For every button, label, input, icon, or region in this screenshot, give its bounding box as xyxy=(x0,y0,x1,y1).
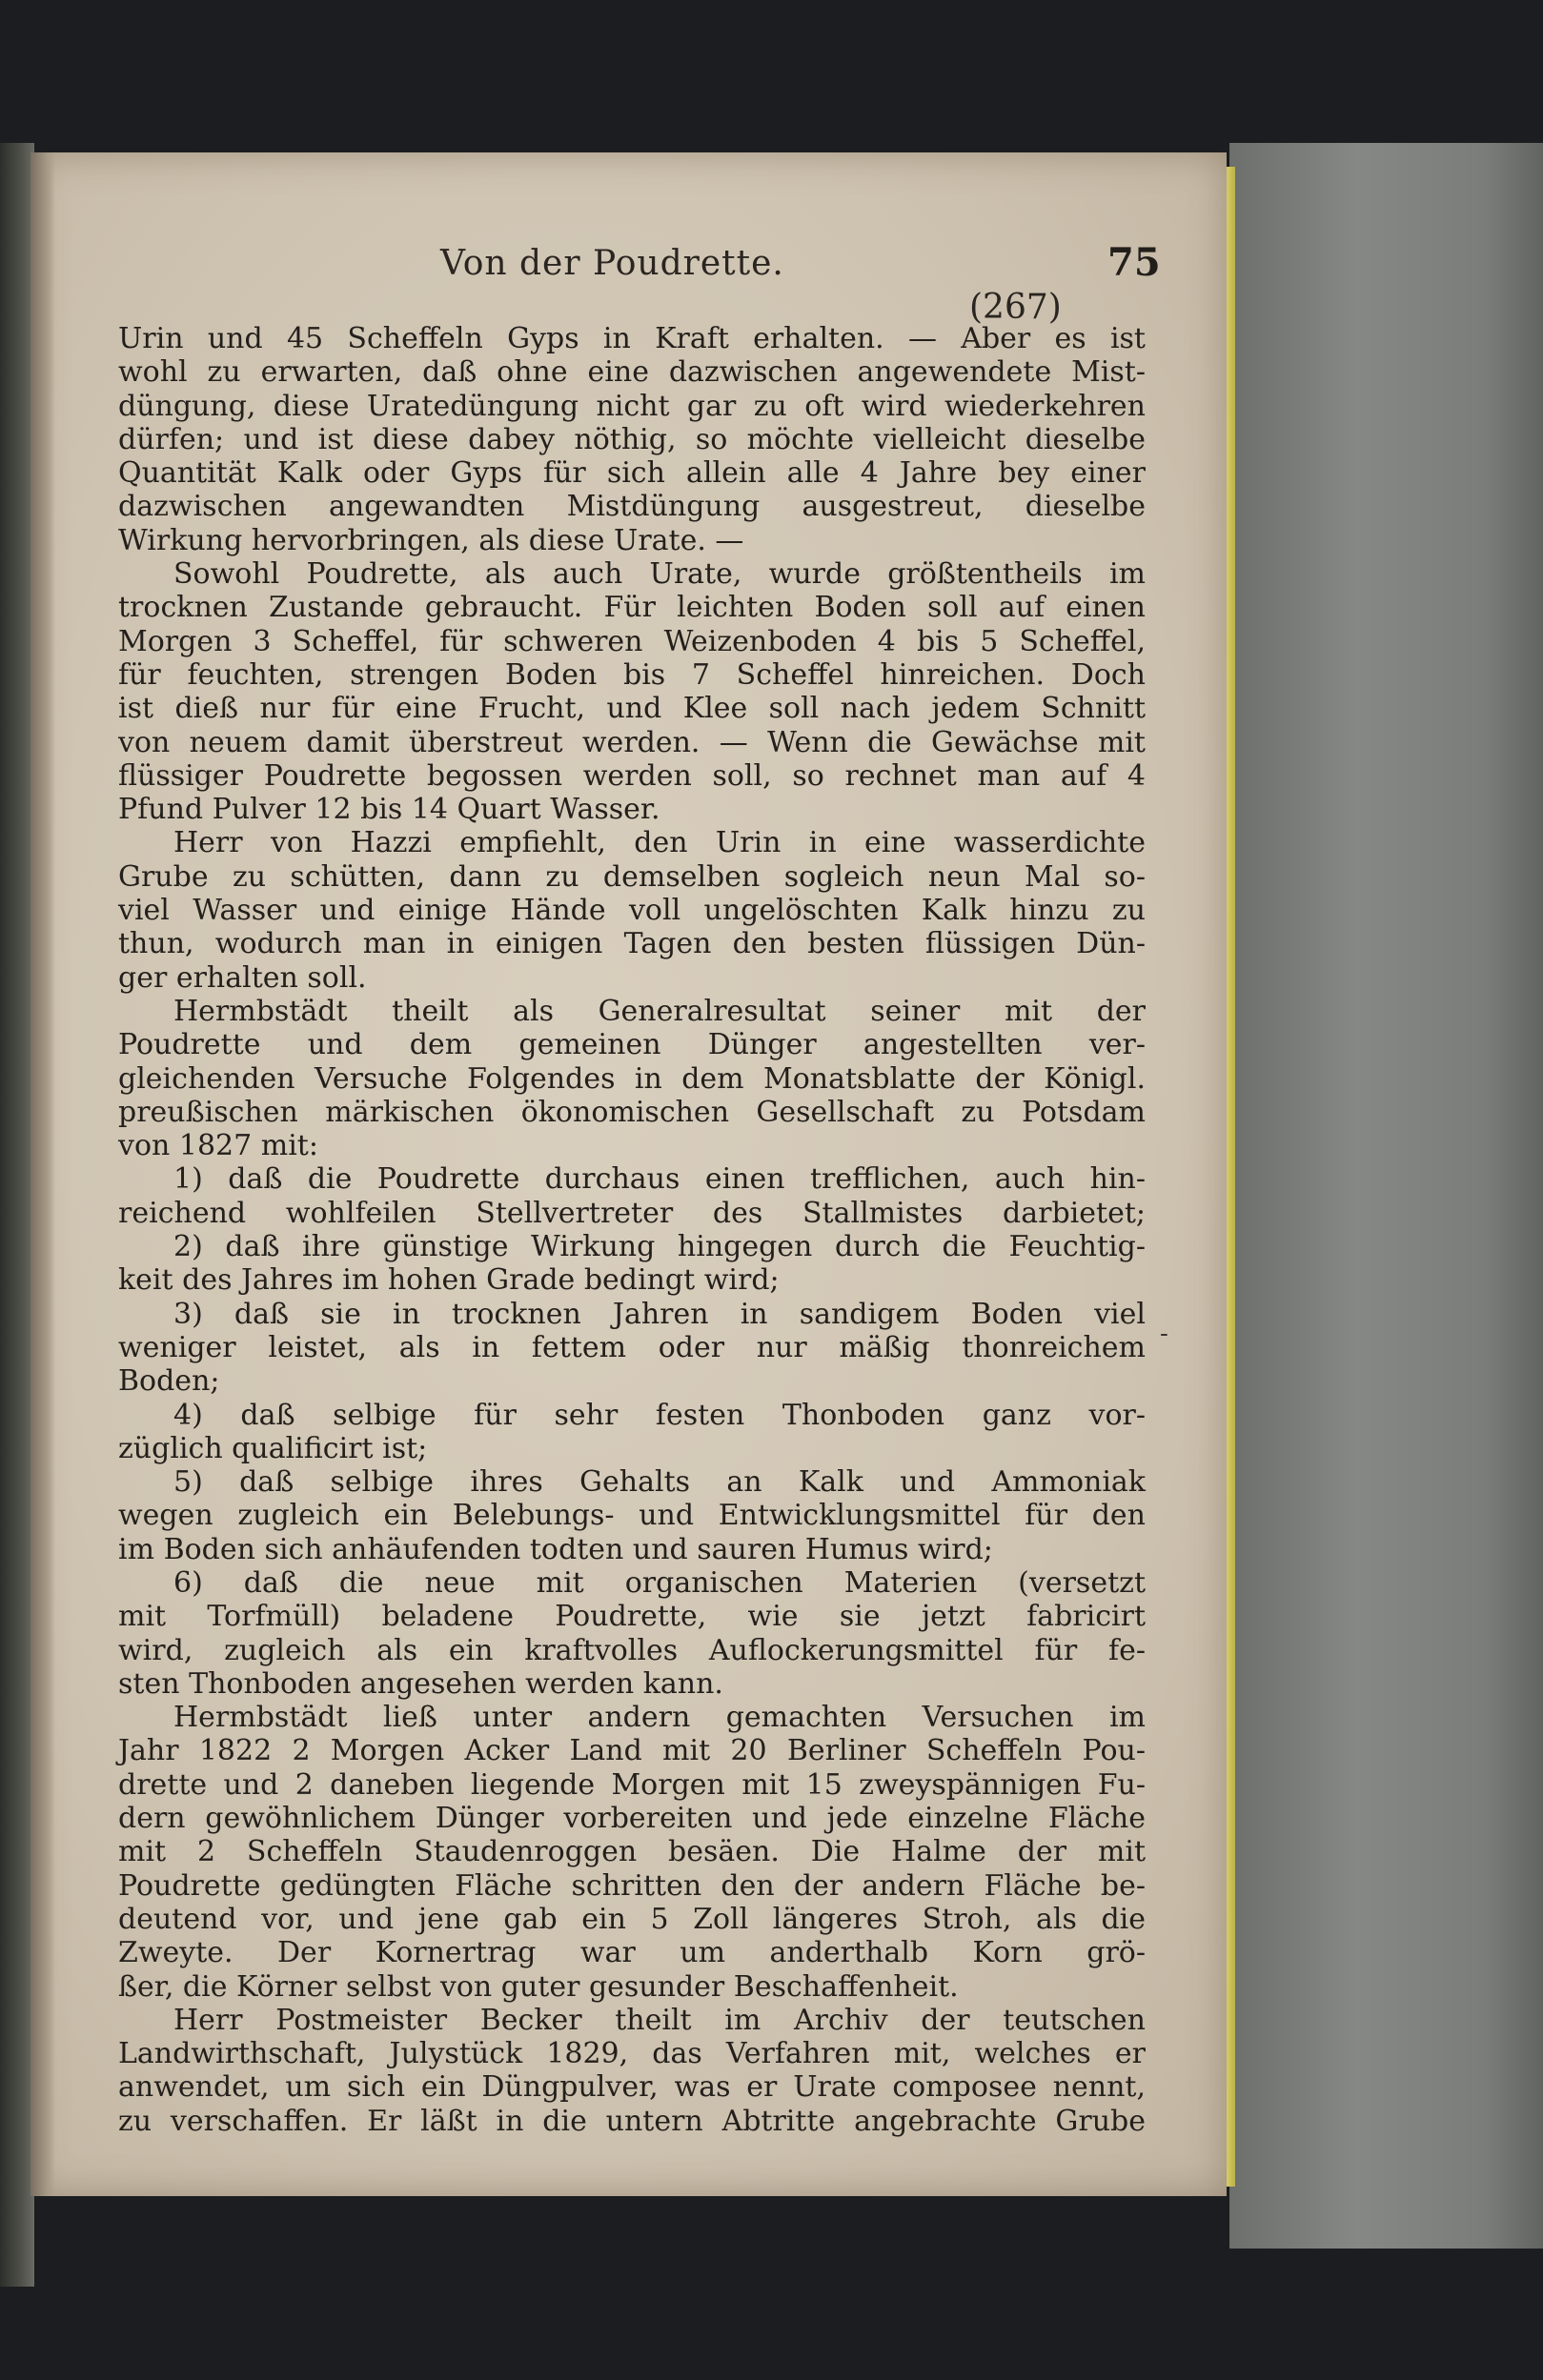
margin-mark: - xyxy=(1160,1320,1168,1348)
sheet-number: (267) xyxy=(969,288,1062,327)
text-line: Sowohl Poudrette, als auch Urate, wurde größtentheils im xyxy=(173,557,1146,592)
text-line: thun, wodurch man in einigen Tagen den besten flüssigen Dün- xyxy=(118,927,1146,961)
book-cover-left-edge xyxy=(0,143,34,2287)
text-line: Hermbstädt theilt als Generalresultat seiner mit der xyxy=(173,994,1146,1028)
text-line: von neuem damit überstreut werden. — Wenn die Gewächse mit xyxy=(118,725,1146,759)
text-line: Morgen 3 Scheffel, für schweren Weizenboden 4 bis 5 Scheffel, xyxy=(118,624,1146,658)
text-line: Wirkung hervorbringen, als diese Urate. — xyxy=(118,523,744,557)
text-line: 6) daß die neue mit organischen Materien (versetzt xyxy=(173,1565,1146,1600)
text-line: zu verschaffen. Er läßt in die untern Abtritte angebrachte Grube xyxy=(118,2104,1146,2138)
text-line: für feuchten, strengen Boden bis 7 Scheffel hinreichen. Doch xyxy=(118,657,1146,692)
text-line: Landwirthschaft, Julystück 1829, das Verfahren mit, welches er xyxy=(118,2037,1146,2071)
text-line: preußischen märkischen ökonomischen Gesellschaft zu Potsdam xyxy=(118,1095,1146,1129)
text-line: trocknen Zustande gebraucht. Für leichten Boden soll auf einen xyxy=(118,591,1146,625)
text-line: wohl zu erwarten, daß ohne eine dazwischen angewendete Mist- xyxy=(118,355,1146,390)
text-line: Jahr 1822 2 Morgen Acker Land mit 20 Berliner Scheffeln Pou- xyxy=(118,1734,1146,1768)
text-line: 3) daß sie in trocknen Jahren in sandigem Boden viel xyxy=(173,1297,1146,1331)
page-gutter-shadow xyxy=(30,152,55,2196)
text-line: wird, zugleich als ein kraftvolles Auflockerungsmittel für fe- xyxy=(118,1633,1146,1667)
text-line: 2) daß ihre günstige Wirkung hingegen durch die Feuchtig- xyxy=(173,1230,1146,1264)
text-line: 1) daß die Poudrette durchaus einen trefflichen, auch hin- xyxy=(173,1162,1146,1197)
text-line: wegen zugleich ein Belebungs- und Entwicklungsmittel für den xyxy=(118,1499,1146,1533)
text-line: flüssiger Poudrette begossen werden soll, so rechnet man auf 4 xyxy=(118,758,1146,793)
text-line: dürfen; und ist diese dabey nöthig, so möchte vielleicht dieselbe xyxy=(118,422,1146,456)
text-line: im Boden sich anhäufenden todten und sauren Humus wird; xyxy=(118,1532,993,1566)
book-page xyxy=(30,152,1227,2196)
text-line: Poudrette und dem gemeinen Dünger angestellten ver- xyxy=(118,1028,1146,1062)
text-line: sten Thonboden angesehen werden kann. xyxy=(118,1666,723,1701)
text-line: züglich qualificirt ist; xyxy=(118,1431,428,1465)
text-line: Quantität Kalk oder Gyps für sich allein alle 4 Jahre bey einer xyxy=(118,456,1146,491)
text-line: dern gewöhnlichem Dünger vorbereiten und jede einzelne Fläche xyxy=(118,1802,1146,1836)
text-line: viel Wasser und einige Hände voll ungelöschten Kalk hinzu zu xyxy=(118,894,1146,928)
text-line: mit 2 Scheffeln Staudenroggen besäen. Die Halme der mit xyxy=(118,1835,1146,1869)
text-line: weniger leistet, als in fettem oder nur mäßig thonreichem xyxy=(118,1330,1146,1364)
running-title: Von der Poudrette. xyxy=(440,244,784,283)
text-line: Herr von Hazzi empfiehlt, den Urin in eine wasserdichte xyxy=(173,826,1146,860)
page-number: 75 xyxy=(1107,240,1161,285)
text-line: ger erhalten soll. xyxy=(118,960,367,995)
text-line: deutend vor, und jene gab ein 5 Zoll längeres Stroh, als die xyxy=(118,1902,1146,1936)
text-line: Hermbstädt ließ unter andern gemachten Versuchen im xyxy=(173,1701,1146,1735)
book-cover-right-edge xyxy=(1229,143,1543,2249)
text-line: ist dieß nur für eine Frucht, und Klee soll nach jedem Schnitt xyxy=(118,692,1146,726)
text-line: ßer, die Körner selbst von guter gesunder Beschaffenheit. xyxy=(118,1969,959,2004)
text-line: düngung, diese Uratedüngung nicht gar zu oft wird wiederkehren xyxy=(118,389,1146,423)
text-line: mit Torfmüll) beladene Poudrette, wie sie jetzt fabricirt xyxy=(118,1600,1146,1634)
text-line: Herr Postmeister Becker theilt im Archiv der teutschen xyxy=(173,2003,1146,2037)
text-line: Pfund Pulver 12 bis 14 Quart Wasser. xyxy=(118,793,660,827)
text-line: keit des Jahres im hohen Grade bedingt wird; xyxy=(118,1263,780,1298)
text-line: von 1827 mit: xyxy=(118,1129,318,1163)
text-line: reichend wohlfeilen Stellvertreter des Stallmistes darbietet; xyxy=(118,1196,1146,1230)
text-line: Boden; xyxy=(118,1364,220,1399)
text-line: dazwischen angewandten Mistdüngung ausgestreut, dieselbe xyxy=(118,490,1146,524)
text-line: gleichenden Versuche Folgendes in dem Monatsblatte der Königl. xyxy=(118,1061,1146,1096)
text-line: Grube zu schütten, dann zu demselben sogleich neun Mal so- xyxy=(118,859,1146,894)
text-line: drette und 2 daneben liegende Morgen mit 15 zweyspännigen Fu- xyxy=(118,1767,1146,1802)
text-line: 4) daß selbige für sehr festen Thonboden ganz vor- xyxy=(173,1398,1146,1432)
body-text xyxy=(118,322,1146,2138)
running-head xyxy=(30,240,1227,288)
text-line: Zweyte. Der Kornertrag war um anderthalb Korn grö- xyxy=(118,1936,1146,1970)
text-line: 5) daß selbige ihres Gehalts an Kalk und Ammoniak xyxy=(173,1465,1146,1500)
text-line: Poudrette gedüngten Fläche schritten den der andern Fläche be- xyxy=(118,1868,1146,1903)
text-line: anwendet, um sich ein Düngpulver, was er Urate composee nennt, xyxy=(118,2070,1146,2105)
text-line: Urin und 45 Scheffeln Gyps in Kraft erhalten. — Aber es ist xyxy=(118,322,1146,355)
